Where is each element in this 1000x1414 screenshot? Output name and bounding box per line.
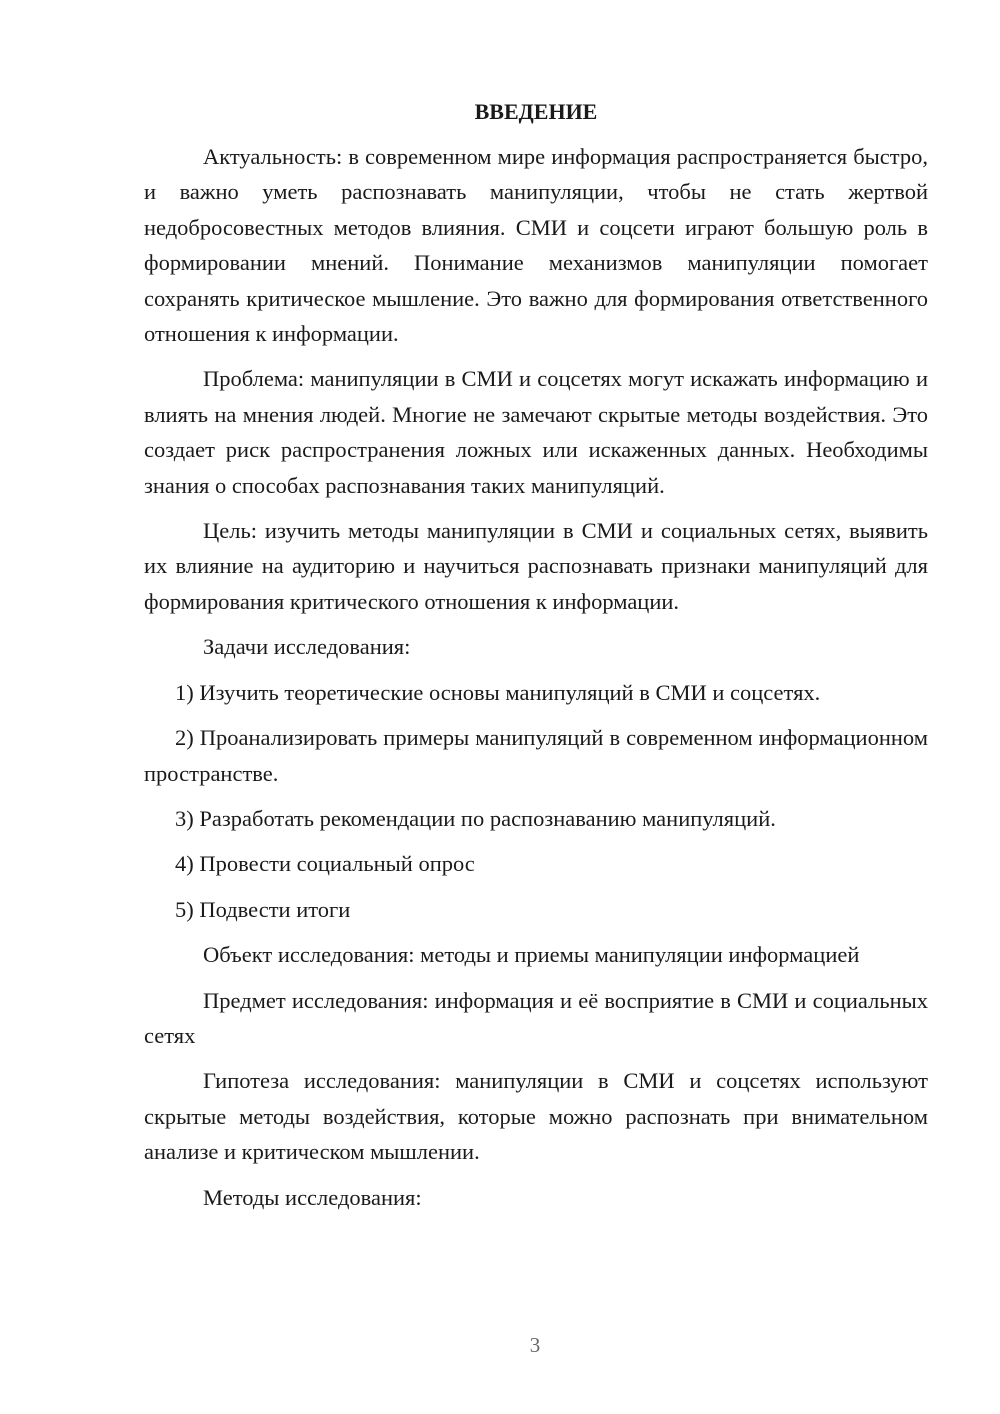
goal-paragraph: Цель: изучить методы манипуляции в СМИ и социальных сетях, выявить их влияние на аудиторию и научиться распознавать признаки манипуляций для формирования критического отношения к информации. xyxy=(144,518,928,614)
task-item-4: 4) Провести социальный опрос xyxy=(175,851,475,877)
problem-paragraph: Проблема: манипуляции в СМИ и соцсетях могут искажать информацию и влиять на мнения людей. Многие не замечают скрытые методы воздействия. Это создает риск распространения ложных или искаженных данных. Необходимы знания о способах распознавания таких манипуляций. xyxy=(144,366,928,498)
task-item-1: 1) Изучить теоретические основы манипуляций в СМИ и соцсетях. xyxy=(175,679,821,705)
hypothesis-paragraph: Гипотеза исследования: манипуляции в СМИ и соцсетях используют скрытые методы воздействия, которые можно распознать при внимательном анализе и критическом мышлении. xyxy=(144,1068,928,1165)
tasks-heading: Задачи исследования: xyxy=(203,634,411,660)
task-item-5: 5) Подвести итоги xyxy=(175,896,351,922)
subject-paragraph: Предмет исследования: информация и её восприятие в СМИ и социальных сетях xyxy=(144,987,928,1048)
object-paragraph: Объект исследования: методы и приемы манипуляции информацией xyxy=(203,942,860,968)
page-body xyxy=(144,94,928,1215)
task-item-3: 3) Разработать рекомендации по распознаванию манипуляций. xyxy=(175,805,776,831)
methods-heading: Методы исследования: xyxy=(203,1184,422,1210)
page-number: 3 xyxy=(529,1333,541,1357)
section-heading: ВВЕДЕНИЕ xyxy=(474,99,598,124)
relevance-paragraph: Актуальность: в современном мире информация распространяется быстро, и важно уметь распознавать манипуляции, чтобы не стать жертвой недобросовестных методов влияния. СМИ и соцсети играют большую роль в формировании мнений. Понимание механизмов манипуляции помогает сохранять критическое мышление. Это важно для формирования ответственного отношения к информации. xyxy=(144,144,928,347)
task-item-2: 2) Проанализировать примеры манипуляций в современном информационном пространстве. xyxy=(144,725,928,786)
